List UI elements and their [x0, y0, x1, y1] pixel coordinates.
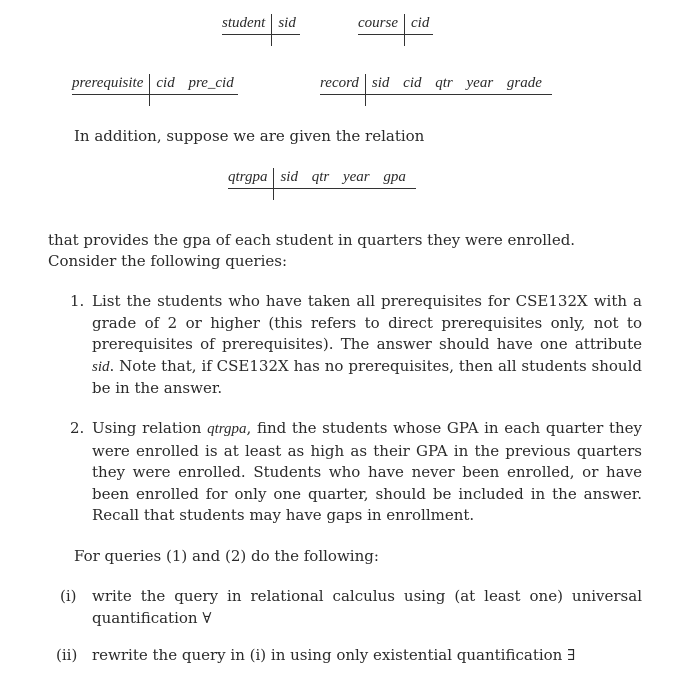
query-text: List the students who have taken all prerequisites for CSE132X with a grade of 2 or higher (this refers to direct prerequisites only, not to prerequisites of prerequisites). The answer should have one attribute sid. Note that, if CSE132X has no prerequisites, then all students should be in the answer. [92, 292, 642, 397]
query-item-2 [70, 418, 642, 527]
task-number: (ii) [56, 646, 78, 664]
attribute: pre_cid [188, 75, 234, 91]
attribute: year [342, 169, 370, 185]
relation-name: record [320, 74, 365, 95]
relation-record [320, 74, 552, 95]
description-line-2: Consider the following queries: [48, 252, 288, 270]
attribute: qtr [435, 75, 453, 91]
intro-text: In addition, suppose we are given the relation [74, 127, 425, 145]
task-number: (i) [60, 587, 77, 605]
attribute: cid [403, 75, 422, 91]
attribute: qtr [311, 169, 330, 185]
attribute: grade [506, 75, 542, 91]
attribute: gpa [383, 169, 406, 185]
attribute: sid [278, 15, 296, 31]
attribute: year [466, 75, 494, 91]
attribute: cid [411, 15, 430, 31]
relation-attributes [273, 168, 415, 189]
relation-attributes [149, 74, 237, 95]
task-intro: For queries (1) and (2) do the following: [74, 547, 379, 565]
task-text: rewrite the query in (i) in using only existential quantification ∃ [92, 646, 576, 664]
attribute: cid [156, 75, 175, 91]
query-number: 2. [70, 419, 85, 437]
task-item-ii [56, 645, 642, 667]
relation-name: student [222, 14, 271, 35]
attribute: sid [371, 75, 390, 91]
relation-student [222, 14, 300, 35]
relation-name: prerequisite [72, 74, 149, 95]
query-text: Using relation qtrgpa, find the students whose GPA in each quarter they were enrolled is at least as high as their GPA in the previous quarters they were enrolled. Students who have never been enrolled, or have been enrolled for only one quarter, should be included in the answer. Recall that students may have gaps in enrollment. [92, 419, 642, 524]
task-text: write the query in relational calculus using (at least one) universal quantification ∀ [92, 587, 642, 627]
relation-attributes [271, 14, 300, 35]
relation-course [358, 14, 433, 35]
query-number: 1. [70, 292, 85, 310]
relation-name: qtrgpa [228, 168, 273, 189]
relation-name: course [358, 14, 404, 35]
query-item-1 [70, 291, 642, 400]
task-item-i [60, 586, 642, 629]
description-line-1: that provides the gpa of each student in quarters they were enrolled. [48, 231, 576, 249]
relation-attributes [365, 74, 552, 95]
attribute: sid [280, 169, 298, 185]
relation-attributes [404, 14, 433, 35]
relation-prerequisite [72, 74, 238, 95]
relation-qtrgpa [228, 168, 416, 189]
